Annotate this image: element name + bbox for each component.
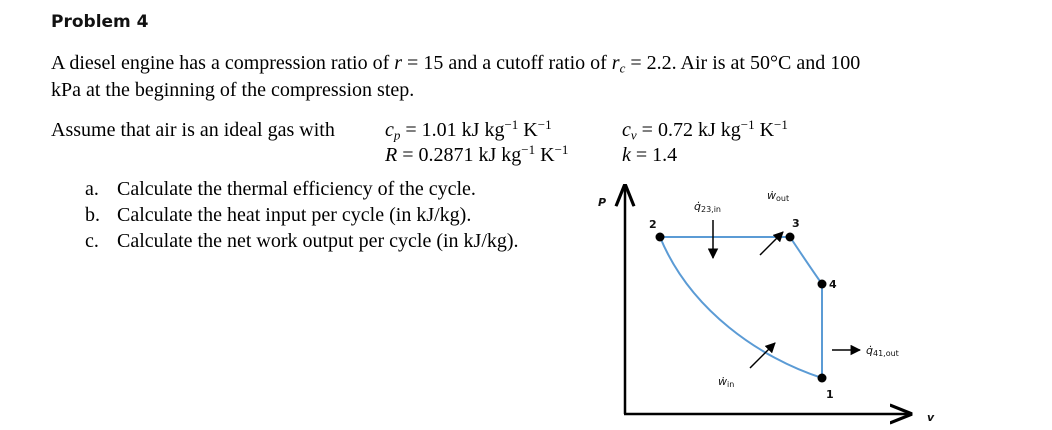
compression-curve-1-2 [660,237,822,378]
axis-label-p: P [598,196,607,209]
property-R: R = 0.2871 kJ $kg^{-1}$ $K^{-1}$ [385,141,569,166]
property-cp: $c_p = 1.01$ kJ $kg^{-1}$ $K^{-1}$ [385,116,552,143]
intro-line-1: A diesel engine has a compression ratio of r = 15 and a cutoff ratio of $r_c = 2.2$. Air is at 50°C and 100 [51,52,861,76]
point-label-1: 1 [826,388,834,401]
question-text: Calculate the heat input per cycle (in kJ/kg). [117,204,472,226]
label-q23-in: q̇23,in [694,200,721,214]
axis-label-v: v [927,411,935,424]
point-label-4: 4 [829,278,837,291]
question-text: Calculate the net work output per cycle (in kJ/kg). [117,230,519,252]
label-w-out: ẇout [767,189,790,203]
label-q41-out: q̇41,out [866,344,899,358]
state-point-4 [818,280,827,289]
point-label-3: 3 [792,217,800,230]
state-point-1 [818,374,827,383]
question-marker: c. [85,230,99,252]
state-point-3 [786,233,795,242]
state-point-2 [656,233,665,242]
label-w-in: ẇin [718,375,735,389]
question-text: Calculate the thermal efficiency of the cycle. [117,178,476,200]
work-out-arrow [760,232,783,255]
intro-line-2: kPa at the beginning of the compression step. [51,79,415,101]
property-k: k = 1.4 [622,144,678,166]
question-marker: a. [85,178,99,200]
question-marker: b. [85,204,100,226]
point-label-2: 2 [649,218,657,231]
property-cv: $c_v = 0.72$ kJ $kg^{-1}$ $K^{-1}$ [622,116,788,143]
expansion-curve-3-4 [790,237,822,284]
assume-text: Assume that air is an ideal gas with [51,119,335,141]
problem-title: Problem 4 [51,12,149,32]
